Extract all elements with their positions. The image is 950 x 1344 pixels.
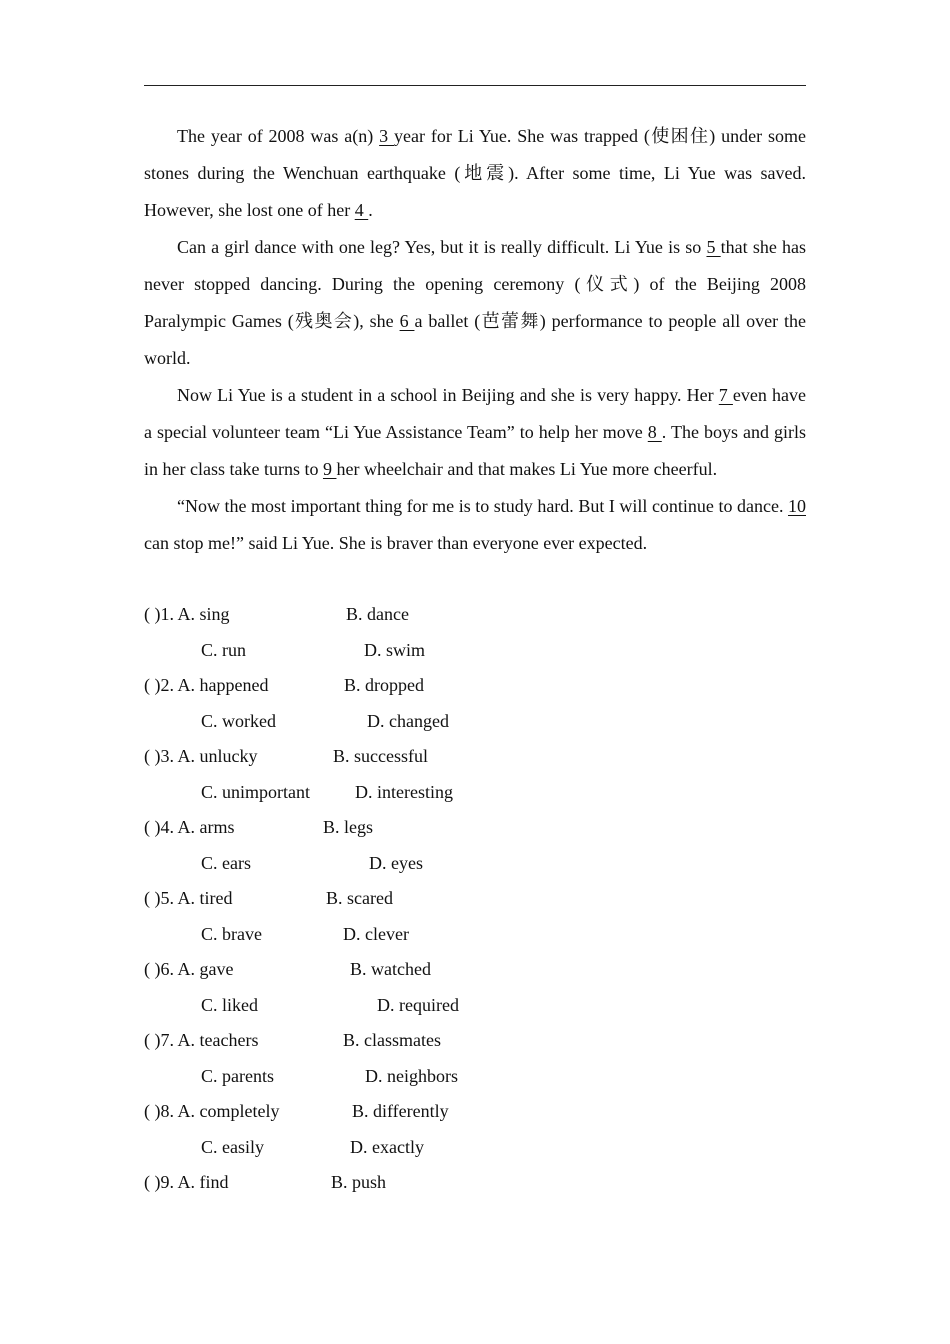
question-row (144, 668, 806, 704)
option-b: B. successful (333, 746, 428, 766)
passage-text: can stop me!” said Li Yue. She is braver than everyone ever expected. (144, 533, 648, 553)
question-row (144, 1130, 806, 1166)
blank-3: 3 (379, 126, 395, 146)
question-row (144, 1094, 806, 1130)
blank-7: 7 (718, 385, 733, 405)
blank-8: 8 (647, 422, 662, 442)
question-row (144, 633, 806, 669)
option-c: C. ears (201, 852, 251, 873)
passage-text: . The boys and girls in her class take turns to (144, 422, 806, 479)
paragraph (144, 377, 806, 488)
option-a: ( )6. A. gave (144, 959, 234, 979)
question-row (144, 1165, 806, 1201)
option-a: ( )2. A. happened (144, 675, 269, 695)
option-d: D. interesting (355, 781, 453, 802)
option-d: D. exactly (350, 1136, 424, 1157)
header-rule (144, 85, 806, 86)
paragraph (144, 488, 806, 562)
blank-4: 4 (354, 200, 369, 220)
option-b: B. differently (352, 1101, 449, 1121)
option-d: D. swim (364, 639, 426, 660)
question-row (144, 1023, 806, 1059)
option-b: B. watched (350, 959, 431, 979)
option-a: ( )7. A. teachers (144, 1030, 259, 1050)
option-b: B. classmates (343, 1030, 441, 1050)
question-row (144, 810, 806, 846)
option-c: C. unimportant (201, 781, 310, 802)
passage-text: The year of 2008 was a(n) (177, 126, 380, 146)
paragraph (144, 229, 806, 377)
blank-5: 5 (706, 237, 721, 257)
option-a: ( )8. A. completely (144, 1101, 280, 1121)
question-row (144, 704, 806, 740)
option-b: B. legs (323, 817, 374, 837)
option-d: D. required (377, 994, 459, 1015)
blank-10: 10 (788, 496, 806, 516)
question-row (144, 952, 806, 988)
question-row (144, 917, 806, 953)
option-c: C. parents (201, 1065, 274, 1086)
passage-text: Can a girl dance with one leg? Yes, but it is really difficult. Li Yue is so (177, 237, 707, 257)
cloze-passage (144, 118, 806, 562)
passage-text: Now Li Yue is a student in a school in Beijing and she is very happy. Her (177, 385, 719, 405)
option-d: D. clever (343, 923, 409, 944)
blank-9: 9 (322, 459, 337, 479)
option-c: C. worked (201, 710, 276, 731)
question-row (144, 988, 806, 1024)
passage-text: “Now the most important thing for me is to study hard. But I will continue to dance. (177, 496, 788, 516)
option-a: ( )5. A. tired (144, 888, 233, 908)
paragraph (144, 118, 806, 229)
option-d: D. eyes (369, 852, 423, 873)
passage-text: her wheelchair and that makes Li Yue more cheerful. (336, 459, 718, 479)
option-a: ( )4. A. arms (144, 817, 235, 837)
option-a: ( )9. A. find (144, 1172, 229, 1192)
option-d: D. changed (367, 710, 449, 731)
option-a: ( )3. A. unlucky (144, 746, 258, 766)
question-row (144, 775, 806, 811)
option-b: B. dance (346, 604, 409, 624)
option-c: C. liked (201, 994, 258, 1015)
question-row (144, 597, 806, 633)
passage-text: year for Li Yue. She was trapped (使困住) under some stones during the Wenchuan earthquake (地震). After some time, Li Yue was saved. However, she lost one of her (144, 126, 807, 220)
passage-text: that she has never stopped dancing. During the opening ceremony (仪式) of the Beijing 2008 Paralympic Games (残奥会), she (144, 237, 806, 331)
question-row (144, 1059, 806, 1095)
option-a: ( )1. A. sing (144, 604, 230, 624)
option-b: B. scared (326, 888, 393, 908)
option-b: B. push (331, 1172, 387, 1192)
passage-text: . (368, 200, 373, 220)
passage-text: a ballet (芭蕾舞) performance to people all over the world. (144, 311, 806, 368)
option-c: C. brave (201, 923, 262, 944)
question-row (144, 881, 806, 917)
passage-text: even have a special volunteer team “Li Yue Assistance Team” to help her move (144, 385, 806, 442)
option-b: B. dropped (344, 675, 424, 695)
option-c: C. easily (201, 1136, 264, 1157)
blank-6: 6 (399, 311, 415, 331)
question-row (144, 846, 806, 882)
question-row (144, 739, 806, 775)
option-d: D. neighbors (365, 1065, 458, 1086)
question-options (144, 597, 806, 1201)
option-c: C. run (201, 639, 246, 660)
